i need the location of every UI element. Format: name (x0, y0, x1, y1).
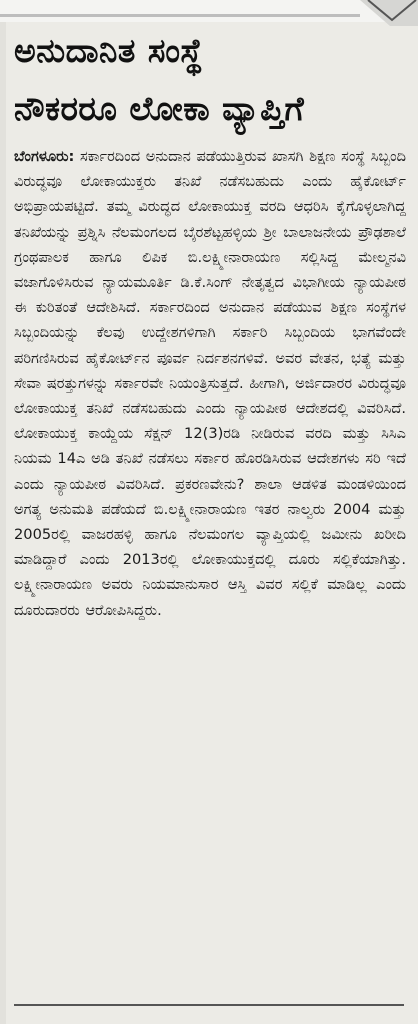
headline-line-2: ನೌಕರರೂ ಲೋಕಾ ವ್ಯಾಪ್ತಿಗೆ (14, 89, 305, 128)
news-article (14, 22, 406, 623)
page-left-edge (0, 22, 6, 1024)
bottom-rule (14, 1004, 404, 1006)
headline-line-1: ಅನುದಾನಿತ ಸಂಸ್ಥೆ (14, 31, 204, 70)
article-body-text: ಸರ್ಕಾರದಿಂದ ಅನುದಾನ ಪಡೆಯುತ್ತಿರುವ ಖಾಸಗಿ ಶಿಕ್ಷಣ ಸಂಸ್ಥೆ ಸಿಬ್ಬಂದಿ ವಿರುದ್ಧವೂ ಲೋಕಾಯುಕ್ತರು ತನಿಖೆ ನಡೆಸಬಹುದು ಎಂದು ಹೈಕೋರ್ಟ್ ಅಭಿಪ್ರಾಯಪಟ್ಟಿದೆ. ತಮ್ಮ ವಿರುದ್ಧದ ಲೋಕಾಯುಕ್ತ ವರದಿ ಆಧರಿಸಿ ಕೈಗೊಳ್ಳಲಾಗಿದ್ದ ತನಿಖೆಯನ್ನು ಪ್ರಶ್ನಿಸಿ ನೆಲಮಂಗಲದ ಬೈರಶೆಟ್ಟಹಳ್ಳಿಯ ಶ್ರೀ ಬಾಲಾಜನೇಯ ಪ್ರೌಢಶಾಲೆ ಗ್ರಂಥಪಾಲಕ ಹಾಗೂ ಲಿಪಿಕ ಬಿ.ಲಕ್ಷ್ಮೀನಾರಾಯಣ ಸಲ್ಲಿಸಿದ್ದ ಮೇಲ್ಮನವಿ ವಜಾಗೊಳಿಸಿರುವ ನ್ಯಾಯಮೂರ್ತಿ ಡಿ.ಕೆ.ಸಿಂಗ್ ನೇತೃತ್ವದ ವಿಭಾಗೀಯ ನ್ಯಾಯಪೀಠ ಈ ಕುರಿತಂತೆ ಆದೇಶಿಸಿದೆ. ಸರ್ಕಾರದಿಂದ ಅನುದಾನ ಪಡೆಯುವ ಶಿಕ್ಷಣ ಸಂಸ್ಥೆಗಳ ಸಿಬ್ಬಂದಿಯನ್ನು ಕೆಲವು ಉದ್ದೇಶಗಳಿಗಾಗಿ ಸರ್ಕಾರಿ ಸಿಬ್ಬಂದಿಯ ಭಾಗವೆಂದೇ ಪರಿಗಣಿಸಿರುವ ಹೈಕೋರ್ಟ್‌ನ ಪೂರ್ವ ನಿರ್ದಶನಗಳಿವೆ. ಅವರ ವೇತನ, ಭತ್ಯೆ ಮತ್ತು ಸೇವಾ ಷರತ್ತುಗಳನ್ನು ಸರ್ಕಾರವೇ ನಿಯಂತ್ರಿಸುತ್ತದೆ. ಹೀಗಾಗಿ, ಅರ್ಜಿದಾರರ ವಿರುದ್ಧವೂ ಲೋಕಾಯುಕ್ತ ತನಿಖೆ ನಡೆಸಬಹುದು ಎಂದು ನ್ಯಾಯಪೀಠ ಆದೇಶದಲ್ಲಿ ವಿವರಿಸಿದೆ. ಲೋಕಾಯುಕ್ತ ಕಾಯ್ದೆಯ ಸೆಕ್ಷನ್ 12(3)ರಡಿ ನೀಡಿರುವ ವರದಿ ಮತ್ತು ಸಿಸಿಎ ನಿಯಮ 14ಎ ಅಡಿ ತನಿಖೆ ನಡೆಸಲು ಸರ್ಕಾರ ಹೊರಡಿಸಿರುವ ಆದೇಶಗಳು ಸರಿ ಇದೆ ಎಂದು ನ್ಯಾಯಪೀಠ ವಿವರಿಸಿದೆ. ಪ್ರಕರಣವೇನು? ಶಾಲಾ ಆಡಳಿತ ಮಂಡಳಿಯಿಂದ ಅಗತ್ಯ ಅನುಮತಿ ಪಡೆಯದೆ ಬಿ.ಲಕ್ಷ್ಮೀನಾರಾಯಣ ಇತರ ನಾಲ್ವರು 2004 ಮತ್ತು 2005ರಲ್ಲಿ ವಾಜರಹಳ್ಳಿ ಹಾಗೂ ನೆಲಮಂಗಲ ವ್ಯಾಪ್ತಿಯಲ್ಲಿ ಜಮೀನು ಖರೀದಿ ಮಾಡಿದ್ದಾರೆ ಎಂದು 2013ರಲ್ಲಿ ಲೋಕಾಯುಕ್ತದಲ್ಲಿ ದೂರು ಸಲ್ಲಿಕೆಯಾಗಿತ್ತು. ಲಕ್ಷ್ಮೀನಾರಾಯಣ ಅವರು ನಿಯಮಾನುಸಾರ ಆಸ್ತಿ ವಿವರ ಸಲ್ಲಿಕೆ ಮಾಡಿಲ್ಲ ಎಂದು ದೂರುದಾರರು ಆರೋಪಿಸಿದ್ದರು. (14, 148, 406, 619)
page-top-strip (0, 0, 418, 22)
article-body (14, 144, 406, 623)
dateline: ಬೆಂಗಳೂರು: (14, 148, 75, 165)
top-rule (0, 14, 360, 17)
